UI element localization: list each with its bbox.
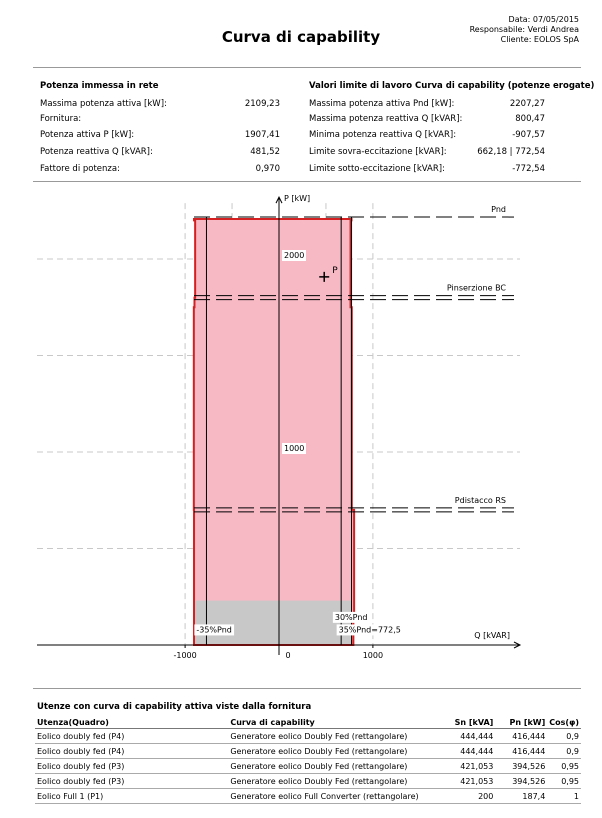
utenze-row xyxy=(35,774,581,789)
cell-pn: 416,444 xyxy=(495,744,547,759)
left-panel-row-label: Massima potenza attiva [kW]: xyxy=(40,99,167,109)
cell-sn: 421,053 xyxy=(441,759,495,774)
cell-utenza: Eolico doubly fed (P4) xyxy=(35,729,228,744)
report-client: Cliente: EOLOS SpA xyxy=(500,35,579,44)
y-tick-label: 1000 xyxy=(284,444,305,453)
cell-sn: 444,444 xyxy=(441,744,495,759)
operating-point-label: P xyxy=(332,265,338,276)
threshold-label: Pdistacco RS xyxy=(454,495,506,505)
cell-curva: Generatore eolico Doubly Fed (rettangolare) xyxy=(228,729,441,744)
threshold-label: Pinserzione BC xyxy=(446,283,506,293)
col-cos: Cos(φ) xyxy=(549,718,579,727)
utenze-row xyxy=(35,789,581,804)
x-axis-label: Q [kVAR] xyxy=(474,631,510,640)
left-panel-row-value: 1907,41 xyxy=(244,130,280,140)
cell-cos: 0,9 xyxy=(547,729,581,744)
left-panel-row-value: 0,970 xyxy=(255,164,280,174)
cell-curva: Generatore eolico Doubly Fed (rettangolare) xyxy=(228,744,441,759)
left-panel-row-label: Fattore di potenza: xyxy=(40,164,120,174)
col-pn: Pn [kW] xyxy=(495,717,547,729)
right-panel-row-value: 2207,27 xyxy=(509,99,545,109)
y-tick-label: 2000 xyxy=(284,251,305,260)
cell-pn: 187,4 xyxy=(495,789,547,804)
col-utenza: Utenza(Quadro) xyxy=(35,717,228,729)
left-panel-heading: Potenza immessa in rete xyxy=(40,81,159,91)
right-panel-row-value: -907,57 xyxy=(512,130,545,140)
utenze-heading: Utenze con curva di capability attiva viste dalla fornitura xyxy=(37,702,312,712)
col-curva: Curva di capability xyxy=(228,717,441,729)
cell-utenza: Eolico Full 1 (P1) xyxy=(35,789,228,804)
cell-pn: 394,526 xyxy=(495,774,547,789)
low-power-zone xyxy=(194,601,351,645)
cell-cos: 0,95 xyxy=(547,774,581,789)
cell-sn: 200 xyxy=(441,789,495,804)
right-panel-heading: Valori limite di lavoro Curva di capability (potenze erogate) xyxy=(309,81,595,91)
utenze-row xyxy=(35,759,581,774)
right-panel-row-value: 662,18 | 772,54 xyxy=(477,147,545,157)
right-panel-row-label: Limite sotto-eccitazione [kVAR]: xyxy=(309,164,445,174)
right-panel-row-label: Massima potenza attiva Pnd [kW]: xyxy=(309,99,455,109)
cell-pn: 394,526 xyxy=(495,759,547,774)
right-panel-row-value: -772,54 xyxy=(512,164,545,174)
cell-utenza: Eolico doubly fed (P3) xyxy=(35,759,228,774)
utenze-row xyxy=(35,729,581,744)
cell-cos: 0,9 xyxy=(547,744,581,759)
page-title: Curva di capability xyxy=(221,28,381,46)
cell-utenza: Eolico doubly fed (P3) xyxy=(35,774,228,789)
left-panel-row-label: Fornitura: xyxy=(40,114,82,124)
utenze-table xyxy=(35,717,581,804)
divider-chart xyxy=(33,181,581,182)
cell-sn: 444,444 xyxy=(441,729,495,744)
col-sn: Sn [kVA] xyxy=(441,717,495,729)
left-panel-row-label: Potenza reattiva Q [kVAR]: xyxy=(40,147,153,157)
right-panel-row-value: 800,47 xyxy=(515,114,545,124)
utenze-header-row xyxy=(35,717,581,729)
cell-utenza: Eolico doubly fed (P4) xyxy=(35,744,228,759)
left-panel-row-label: Potenza attiva P [kW]: xyxy=(40,130,135,140)
divider-top xyxy=(33,67,581,68)
right-panel-row-label: Minima potenza reattiva Q [kVAR]: xyxy=(309,130,457,140)
left-panel-row-value: 481,52 xyxy=(250,147,280,157)
right-panel-row-label: Massima potenza reattiva Q [kVAR]: xyxy=(309,114,463,124)
report-meta xyxy=(470,15,579,45)
left-panel-row-value: 2109,23 xyxy=(244,99,280,109)
annotation-label: 35%Pnd=772,5 xyxy=(338,625,401,635)
cell-curva: Generatore eolico Full Converter (rettangolare) xyxy=(228,789,441,804)
threshold-label: Pnd xyxy=(491,205,506,215)
cell-curva: Generatore eolico Doubly Fed (rettangolare) xyxy=(228,774,441,789)
y-axis-label: P [kW] xyxy=(284,194,311,204)
report-responsible: Responsabile: Verdi Andrea xyxy=(469,25,579,34)
capability-chart xyxy=(0,185,602,670)
x-tick-label: 1000 xyxy=(362,651,384,660)
cell-curva: Generatore eolico Doubly Fed (rettangolare) xyxy=(228,759,441,774)
capability-area xyxy=(194,219,354,645)
cell-cos: 1 xyxy=(547,789,581,804)
cell-sn: 421,053 xyxy=(441,774,495,789)
annotation-label: 30%Pnd xyxy=(334,612,368,622)
utenze-row xyxy=(35,744,581,759)
cell-cos: 0,95 xyxy=(547,759,581,774)
x-tick-label: 0 xyxy=(285,651,291,660)
annotation-label: -35%Pnd xyxy=(196,625,232,635)
right-panel-row-label: Limite sovra-eccitazione [kVAR]: xyxy=(309,147,447,157)
divider-bottom xyxy=(33,688,581,689)
report-date: Data: 07/05/2015 xyxy=(508,15,579,24)
x-tick-label: -1000 xyxy=(173,651,197,660)
cell-pn: 416,444 xyxy=(495,729,547,744)
